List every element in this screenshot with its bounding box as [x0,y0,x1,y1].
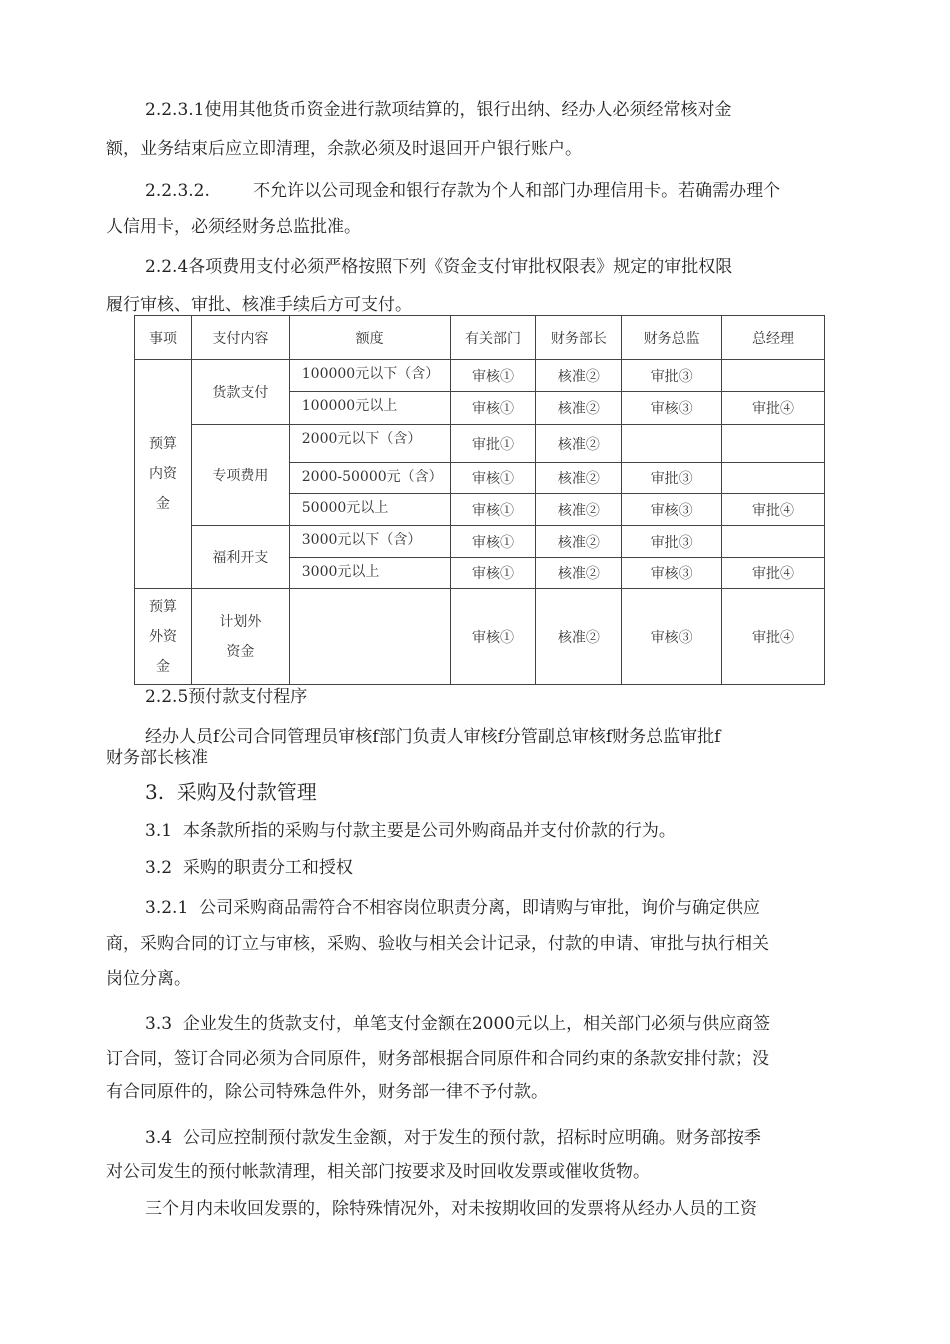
para-224-line1: 2.2.4各项费用支付必须严格按照下列《资金支付审批权限表》规定的审批权限 [145,257,733,277]
header-cell: 事项 [135,316,192,360]
cfo-cell: 审核③ [622,558,722,589]
cfo-cell: 审核③ [622,392,722,425]
finance-head-cell: 核准② [536,425,622,463]
gm-cell: 审批④ [722,589,825,685]
para-321-line2: 商，采购合同的订立与审核，采购、验收与相关会计记录，付款的申请、审批与执行相关 [106,934,769,954]
amount-cell [289,589,450,685]
budget-external-label: 预算 外资 金 [135,589,192,685]
welfare-label: 福利开支 [191,526,289,589]
para-32: 3.2 采购的职责分工和授权 [145,858,353,878]
table-row [135,425,825,463]
goods-payment-label: 货款支付 [191,360,289,425]
cfo-cell [622,425,722,463]
finance-head-cell: 核准② [536,589,622,685]
table-row [135,360,825,392]
dept-cell: 审批① [450,425,536,463]
dept-cell: 审核① [450,463,536,494]
finance-head-cell: 核准② [536,360,622,392]
gm-cell [722,360,825,392]
para-34-line2: 对公司发生的预付帐款清理，相关部门按要求及时回收发票或催收货物。 [106,1162,650,1182]
dept-cell: 审核① [450,360,536,392]
header-cell: 额度 [289,316,450,360]
section-3-heading: 3. 采购及付款管理 [145,780,317,804]
amount-cell: 3000元以下（含） [289,526,450,558]
para-2232-line1: 2.2.3.2. 不允许以公司现金和银行存款为个人和部门办理信用卡。若确需办理个 [145,181,781,201]
para-33-line3: 有合同原件的，除公司特殊急件外，财务部一律不予付款。 [106,1082,548,1102]
flow-line1: 经办人员f公司合同管理员审核f部门负责人审核f分管副总审核f财务总监审批f [145,727,721,747]
para-35-line1: 三个月内未收回发票的，除特殊情况外，对未按期收回的发票将从经办人员的工资 [145,1199,757,1219]
gm-cell [722,463,825,494]
para-2232-line2: 人信用卡，必须经财务总监批准。 [106,217,361,237]
gm-cell: 审批④ [722,494,825,526]
amount-cell: 100000元以下（含） [289,360,450,392]
finance-head-cell: 核准② [536,558,622,589]
finance-head-cell: 核准② [536,494,622,526]
para-33-line2: 订合同，签订合同必须为合同原件，财务部根据合同原件和合同约束的条款安排付款；没 [106,1049,769,1069]
finance-head-cell: 核准② [536,526,622,558]
header-cell: 支付内容 [191,316,289,360]
gm-cell: 审批④ [722,558,825,589]
cfo-cell: 审批③ [622,526,722,558]
para-2231-line1: 2.2.3.1使用其他货币资金进行款项结算的，银行出纳、经办人必须经常核对金 [145,100,732,120]
cfo-cell: 审批③ [622,463,722,494]
header-cell: 有关部门 [450,316,536,360]
cfo-cell: 审核③ [622,589,722,685]
cfo-cell: 审核③ [622,494,722,526]
cfo-cell: 审批③ [622,360,722,392]
amount-cell: 2000元以下（含） [289,425,450,463]
dept-cell: 审核① [450,392,536,425]
unplanned-funds-label: 计划外 资金 [191,589,289,685]
special-expense-label: 专项费用 [191,425,289,526]
finance-head-cell: 核准② [536,392,622,425]
amount-cell: 100000元以上 [289,392,450,425]
table-row [135,589,825,685]
para-33-line1: 3.3 企业发生的货款支付，单笔支付金额在2000元以上，相关部门必须与供应商签 [145,1014,771,1034]
flow-line2: 财务部长核准 [106,748,208,768]
table-header-row [135,316,825,360]
para-321-line3: 岗位分离。 [106,969,191,989]
para-225: 2.2.5预付款支付程序 [145,687,308,707]
para-321-line1: 3.2.1 公司采购商品需符合不相容岗位职责分离，即请购与审批，询价与确定供应 [145,898,761,918]
para-31: 3.1 本条款所指的采购与付款主要是公司外购商品并支付价款的行为。 [145,821,676,841]
amount-cell: 2000-50000元（含） [289,463,450,494]
gm-cell [722,526,825,558]
amount-cell: 3000元以上 [289,558,450,589]
para-224-line2: 履行审核、审批、核准手续后方可支付。 [106,295,412,315]
header-cell: 总经理 [722,316,825,360]
header-cell: 财务部长 [536,316,622,360]
table-row [135,526,825,558]
amount-cell: 50000元以上 [289,494,450,526]
para-34-line1: 3.4 公司应控制预付款发生金额，对于发生的预付款，招标时应明确。财务部按季 [145,1128,761,1148]
approval-table [134,315,825,685]
gm-cell: 审批④ [722,392,825,425]
dept-cell: 审核① [450,494,536,526]
finance-head-cell: 核准② [536,463,622,494]
para-2231-line2: 额，业务结束后应立即清理，余款必须及时退回开户银行账户。 [106,139,582,159]
dept-cell: 审核① [450,558,536,589]
dept-cell: 审核① [450,526,536,558]
dept-cell: 审核① [450,589,536,685]
gm-cell [722,425,825,463]
budget-internal-label: 预算 内资 金 [135,360,192,589]
header-cell: 财务总监 [622,316,722,360]
